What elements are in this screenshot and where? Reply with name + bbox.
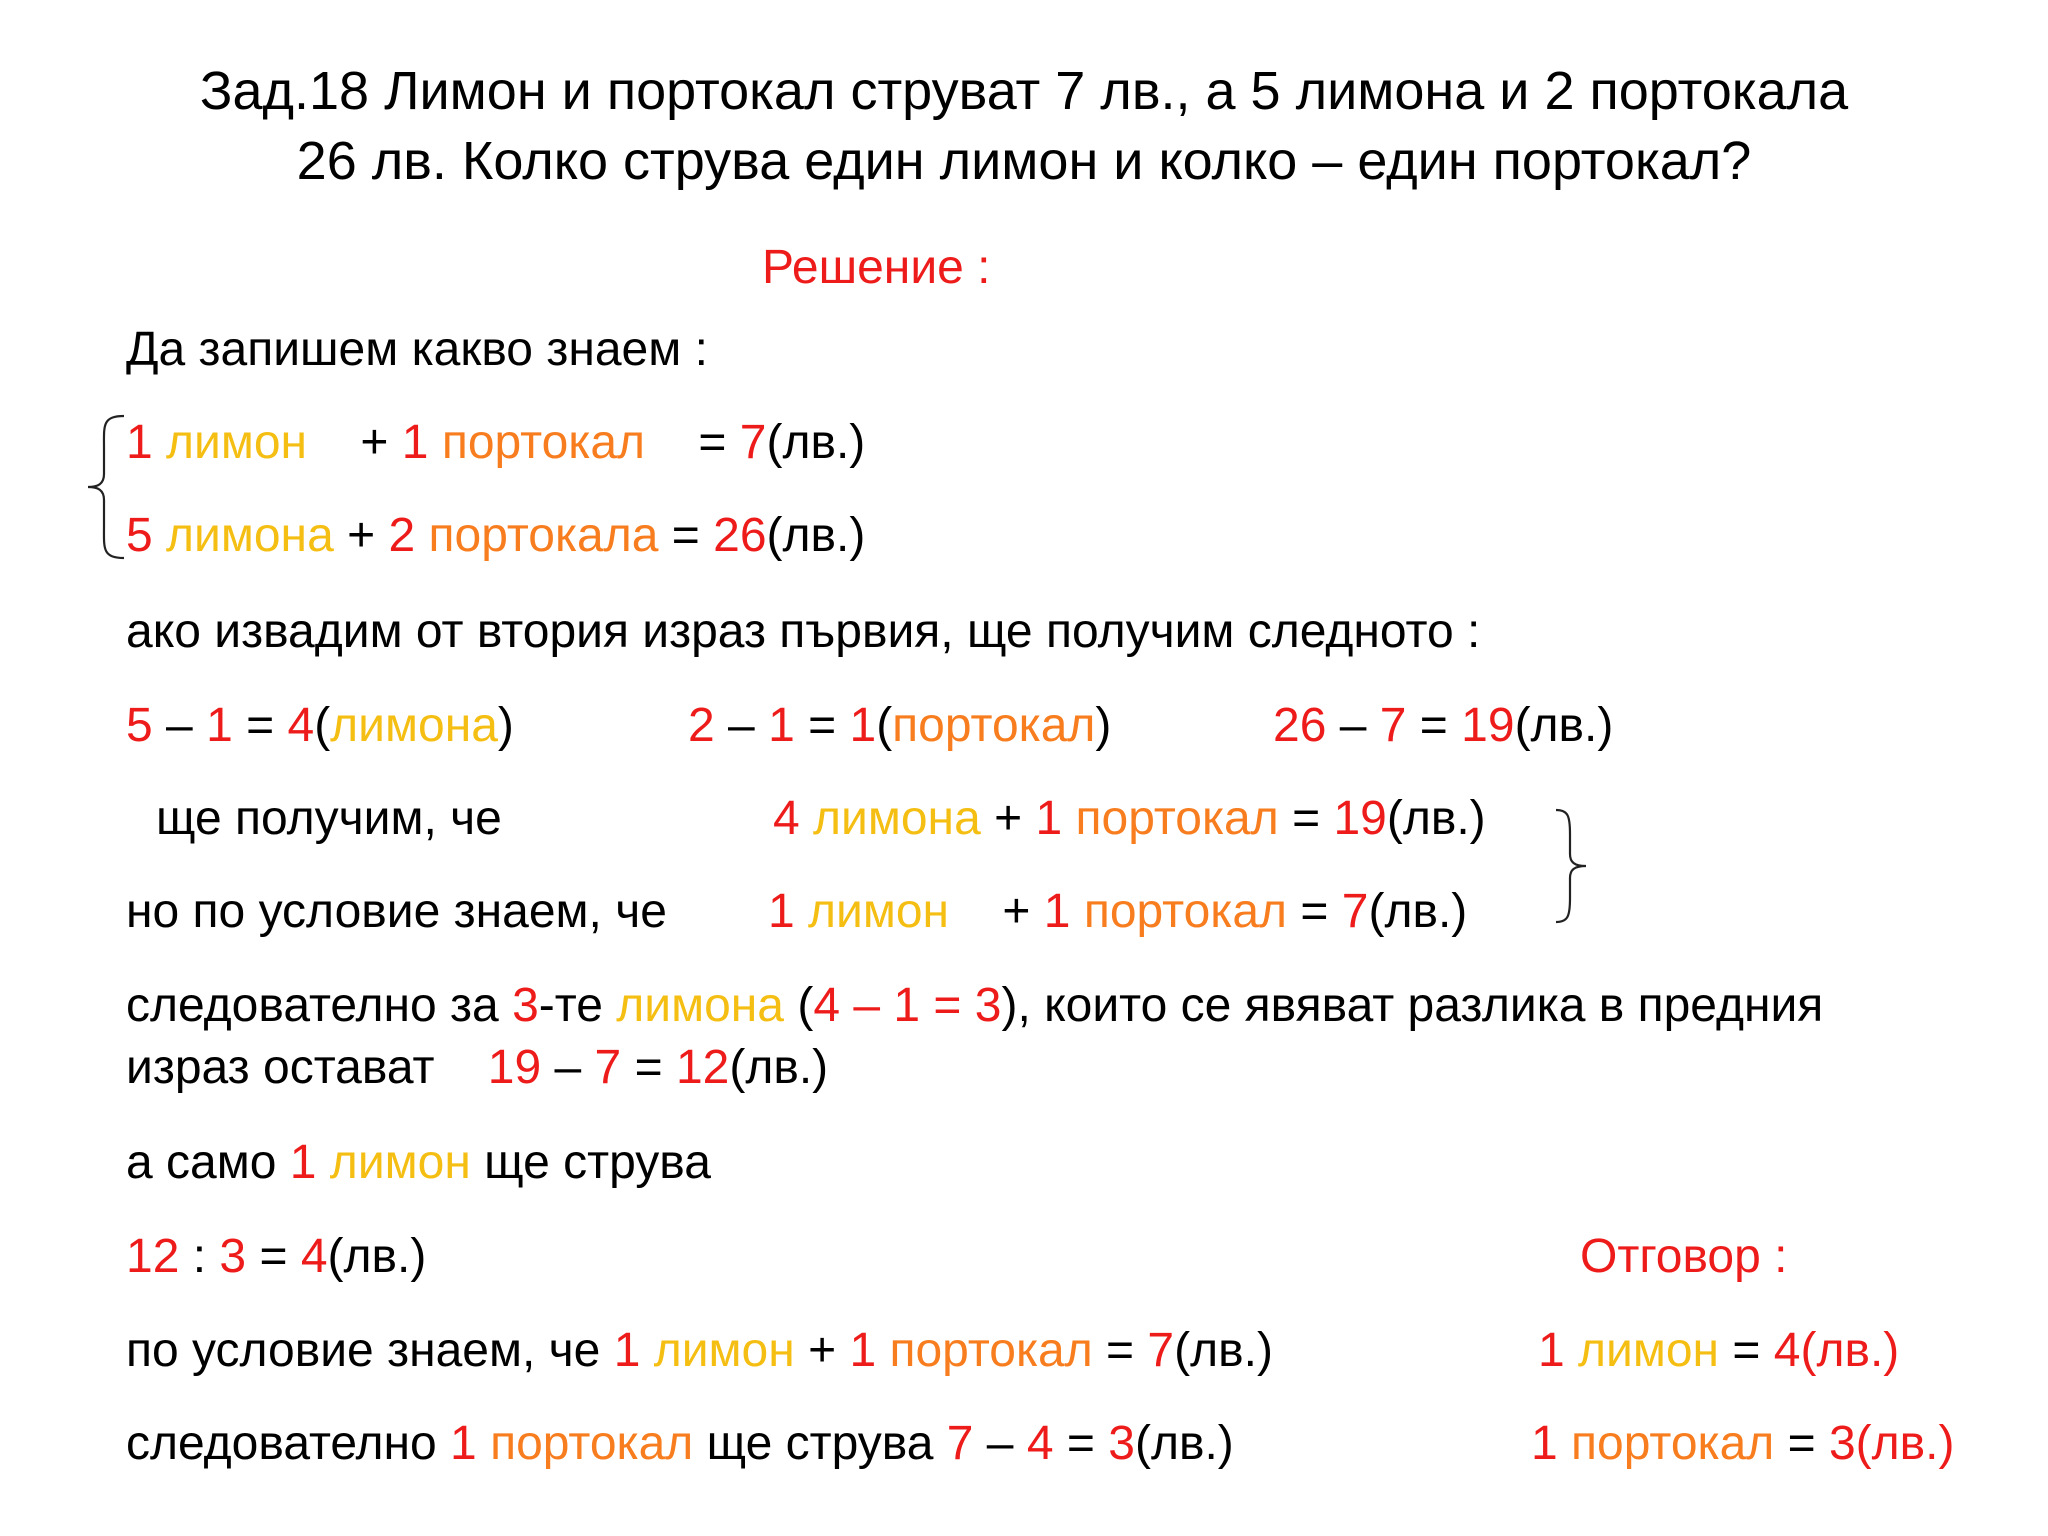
answer-lemon-segment: лимон xyxy=(1564,1324,1720,1377)
diff-price-segment: 19 xyxy=(1461,699,1515,752)
therefore-line-1-segment: 3 xyxy=(512,979,539,1032)
orange-price-segment: 1 xyxy=(450,1417,477,1470)
therefore-line-2-segment: 7 xyxy=(594,1041,622,1094)
condition-equation-segment: портокал xyxy=(1070,885,1288,938)
condition-equation-segment: 7 xyxy=(1341,885,1369,938)
diff-oranges xyxy=(688,698,1111,754)
equation-2-segment: + xyxy=(333,509,389,562)
equation-2 xyxy=(126,508,865,564)
answer-lemon-segment: 1 xyxy=(1538,1324,1565,1377)
therefore-line-1-segment: -те xyxy=(538,979,617,1032)
condition-again-segment: лимон xyxy=(640,1324,795,1377)
equation-2-segment: портокала xyxy=(415,509,659,562)
lemon-price-segment: = xyxy=(246,1230,301,1283)
equation-1-segment: лимон xyxy=(152,416,308,469)
answer-lemon-segment: 4(лв.) xyxy=(1773,1324,1900,1377)
therefore-line-2-segment: – xyxy=(541,1041,595,1094)
therefore-line-2-segment: = xyxy=(621,1041,676,1094)
subtract-intro xyxy=(126,604,1480,660)
condition-again-segment: портокал xyxy=(876,1324,1093,1377)
orange-price-segment: 3 xyxy=(1108,1417,1135,1470)
result-equation-segment: (лв.) xyxy=(1386,792,1486,845)
condition-equation xyxy=(768,884,1467,940)
equation-1-segment: = xyxy=(645,416,740,469)
diff-oranges-segment: портокал xyxy=(892,699,1096,752)
answer-orange-segment: портокал xyxy=(1557,1417,1775,1470)
orange-price-segment: – xyxy=(973,1417,1027,1470)
diff-lemons-segment: ( xyxy=(314,699,331,752)
condition-again-segment: по условие знаем, че xyxy=(126,1324,614,1377)
diff-lemons-segment: 5 xyxy=(126,699,153,752)
diff-oranges-segment: 2 xyxy=(688,699,715,752)
lemon-price-segment: 3 xyxy=(219,1230,247,1283)
condition-equation-segment: лимон xyxy=(794,885,950,938)
diff-oranges-segment: 1 xyxy=(768,699,795,752)
therefore-line-2-segment: 19 xyxy=(487,1041,542,1094)
known-intro-segment: Да запишем какво знаем : xyxy=(126,323,708,376)
therefore-line-2 xyxy=(126,1040,828,1096)
one-lemon-intro-segment: а само xyxy=(126,1136,290,1189)
solution-heading: Решение : xyxy=(762,241,991,294)
diff-price-segment: = xyxy=(1406,699,1462,752)
right-curly-brace xyxy=(1552,806,1592,926)
orange-price-segment: = xyxy=(1053,1417,1109,1470)
condition-again xyxy=(126,1323,1273,1379)
therefore-line-1-segment: лимона xyxy=(616,979,784,1032)
one-lemon-intro xyxy=(126,1135,711,1191)
diff-lemons-segment: ) xyxy=(497,699,514,752)
diff-lemons xyxy=(126,698,514,754)
diff-oranges-segment: ( xyxy=(876,699,893,752)
result-equation-segment: портокал xyxy=(1062,792,1279,845)
condition-equation-segment: 1 xyxy=(1043,885,1071,938)
therefore-line-2-segment: израз остават xyxy=(126,1041,488,1094)
left-curly-brace xyxy=(84,412,128,562)
equation-2-segment: лимона xyxy=(152,509,334,562)
diff-oranges-segment: – xyxy=(714,699,769,752)
equation-1-segment: портокал xyxy=(428,416,646,469)
diff-price-segment: 7 xyxy=(1379,699,1407,752)
result-equation xyxy=(773,791,1486,847)
equation-1-segment: 1 xyxy=(126,416,153,469)
condition-again-segment: + xyxy=(794,1324,850,1377)
one-lemon-intro-segment: лимон xyxy=(316,1136,471,1189)
diff-oranges-segment: 1 xyxy=(849,699,877,752)
condition-equation-segment: = xyxy=(1287,885,1342,938)
therefore-line-1-segment: ( xyxy=(783,979,814,1032)
condition-equation-segment: 1 xyxy=(768,885,795,938)
therefore-line-1-segment: 4 – 1 = 3 xyxy=(813,979,1002,1032)
lemon-price-segment: 12 xyxy=(126,1230,180,1283)
answer-orange xyxy=(1531,1416,1954,1472)
answer-orange-segment: 3(лв.) xyxy=(1828,1417,1955,1470)
subtract-intro-segment: ако извадим от втория израз първия, ще получим следното : xyxy=(126,605,1481,658)
condition-equation-segment: + xyxy=(949,885,1044,938)
equation-2-segment: (лв.) xyxy=(766,509,866,562)
equation-2-segment: 26 xyxy=(713,509,767,562)
condition-label-segment: но по условие знаем, че xyxy=(126,885,667,938)
condition-equation-segment: (лв.) xyxy=(1368,885,1468,938)
problem-line-1: Зад.18 Лимон и портокал струват 7 лв., а 5 лимона и 2 портокала xyxy=(199,61,1849,121)
orange-price xyxy=(126,1416,1234,1472)
answer-orange-segment: 1 xyxy=(1531,1417,1558,1470)
lemon-price xyxy=(126,1229,426,1285)
answer-heading: Отговор : xyxy=(1580,1230,1788,1283)
known-intro xyxy=(126,322,708,378)
result-equation-segment: = xyxy=(1278,792,1334,845)
problem-statement xyxy=(0,56,2048,196)
condition-label xyxy=(126,884,667,940)
therefore-line-1-segment: ), които се явяват разлика в предния xyxy=(1001,979,1824,1032)
condition-again-segment: 7 xyxy=(1147,1324,1175,1377)
diff-lemons-segment: = xyxy=(232,699,288,752)
diff-lemons-segment: 4 xyxy=(287,699,315,752)
equation-1-segment: + xyxy=(307,416,402,469)
result-label xyxy=(156,791,502,847)
equation-2-segment: = xyxy=(658,509,714,562)
orange-price-segment: 7 xyxy=(946,1417,974,1470)
diff-oranges-segment: ) xyxy=(1095,699,1112,752)
equation-2-segment: 5 xyxy=(126,509,153,562)
orange-price-segment: ще струва xyxy=(693,1417,947,1470)
one-lemon-intro-segment: 1 xyxy=(289,1136,317,1189)
condition-again-segment: = xyxy=(1092,1324,1148,1377)
diff-price-segment: – xyxy=(1326,699,1380,752)
equation-1-segment: (лв.) xyxy=(766,416,866,469)
therefore-line-2-segment: (лв.) xyxy=(729,1041,829,1094)
result-equation-segment: + xyxy=(980,792,1036,845)
problem-line-2: 26 лв. Колко струва един лимон и колко – един портокал? xyxy=(296,131,1752,191)
answer-lemon-segment: = xyxy=(1719,1324,1774,1377)
condition-again-segment: (лв.) xyxy=(1174,1324,1273,1377)
result-equation-segment: 1 xyxy=(1035,792,1063,845)
orange-price-segment: 4 xyxy=(1026,1417,1054,1470)
diff-lemons-segment: 1 xyxy=(206,699,233,752)
orange-price-segment: портокал xyxy=(476,1417,694,1470)
answer-orange-segment: = xyxy=(1774,1417,1829,1470)
one-lemon-intro-segment: ще струва xyxy=(470,1136,711,1189)
diff-price-segment: (лв.) xyxy=(1514,699,1614,752)
equation-1-segment: 1 xyxy=(401,416,429,469)
condition-again-segment: 1 xyxy=(849,1324,877,1377)
therefore-line-1-segment: следователно за xyxy=(126,979,513,1032)
diff-lemons-segment: лимона xyxy=(330,699,498,752)
orange-price-segment: (лв.) xyxy=(1134,1417,1234,1470)
result-equation-segment: 19 xyxy=(1333,792,1387,845)
equation-1 xyxy=(126,415,865,471)
lemon-price-segment: (лв.) xyxy=(327,1230,427,1283)
therefore-line-2-segment: 12 xyxy=(675,1041,730,1094)
diff-lemons-segment: – xyxy=(152,699,207,752)
diff-price-segment: 26 xyxy=(1273,699,1327,752)
result-equation-segment: 4 xyxy=(773,792,800,845)
diff-price xyxy=(1273,698,1613,754)
equation-2-segment: 2 xyxy=(388,509,416,562)
result-equation-segment: лимона xyxy=(799,792,981,845)
equation-1-segment: 7 xyxy=(739,416,767,469)
lemon-price-segment: : xyxy=(179,1230,220,1283)
therefore-line-1 xyxy=(126,978,1823,1034)
result-label-segment: ще получим, че xyxy=(156,792,502,845)
lemon-price-segment: 4 xyxy=(300,1230,328,1283)
diff-oranges-segment: = xyxy=(794,699,850,752)
orange-price-segment: следователно xyxy=(126,1417,451,1470)
answer-lemon xyxy=(1538,1323,1899,1379)
condition-again-segment: 1 xyxy=(613,1324,641,1377)
